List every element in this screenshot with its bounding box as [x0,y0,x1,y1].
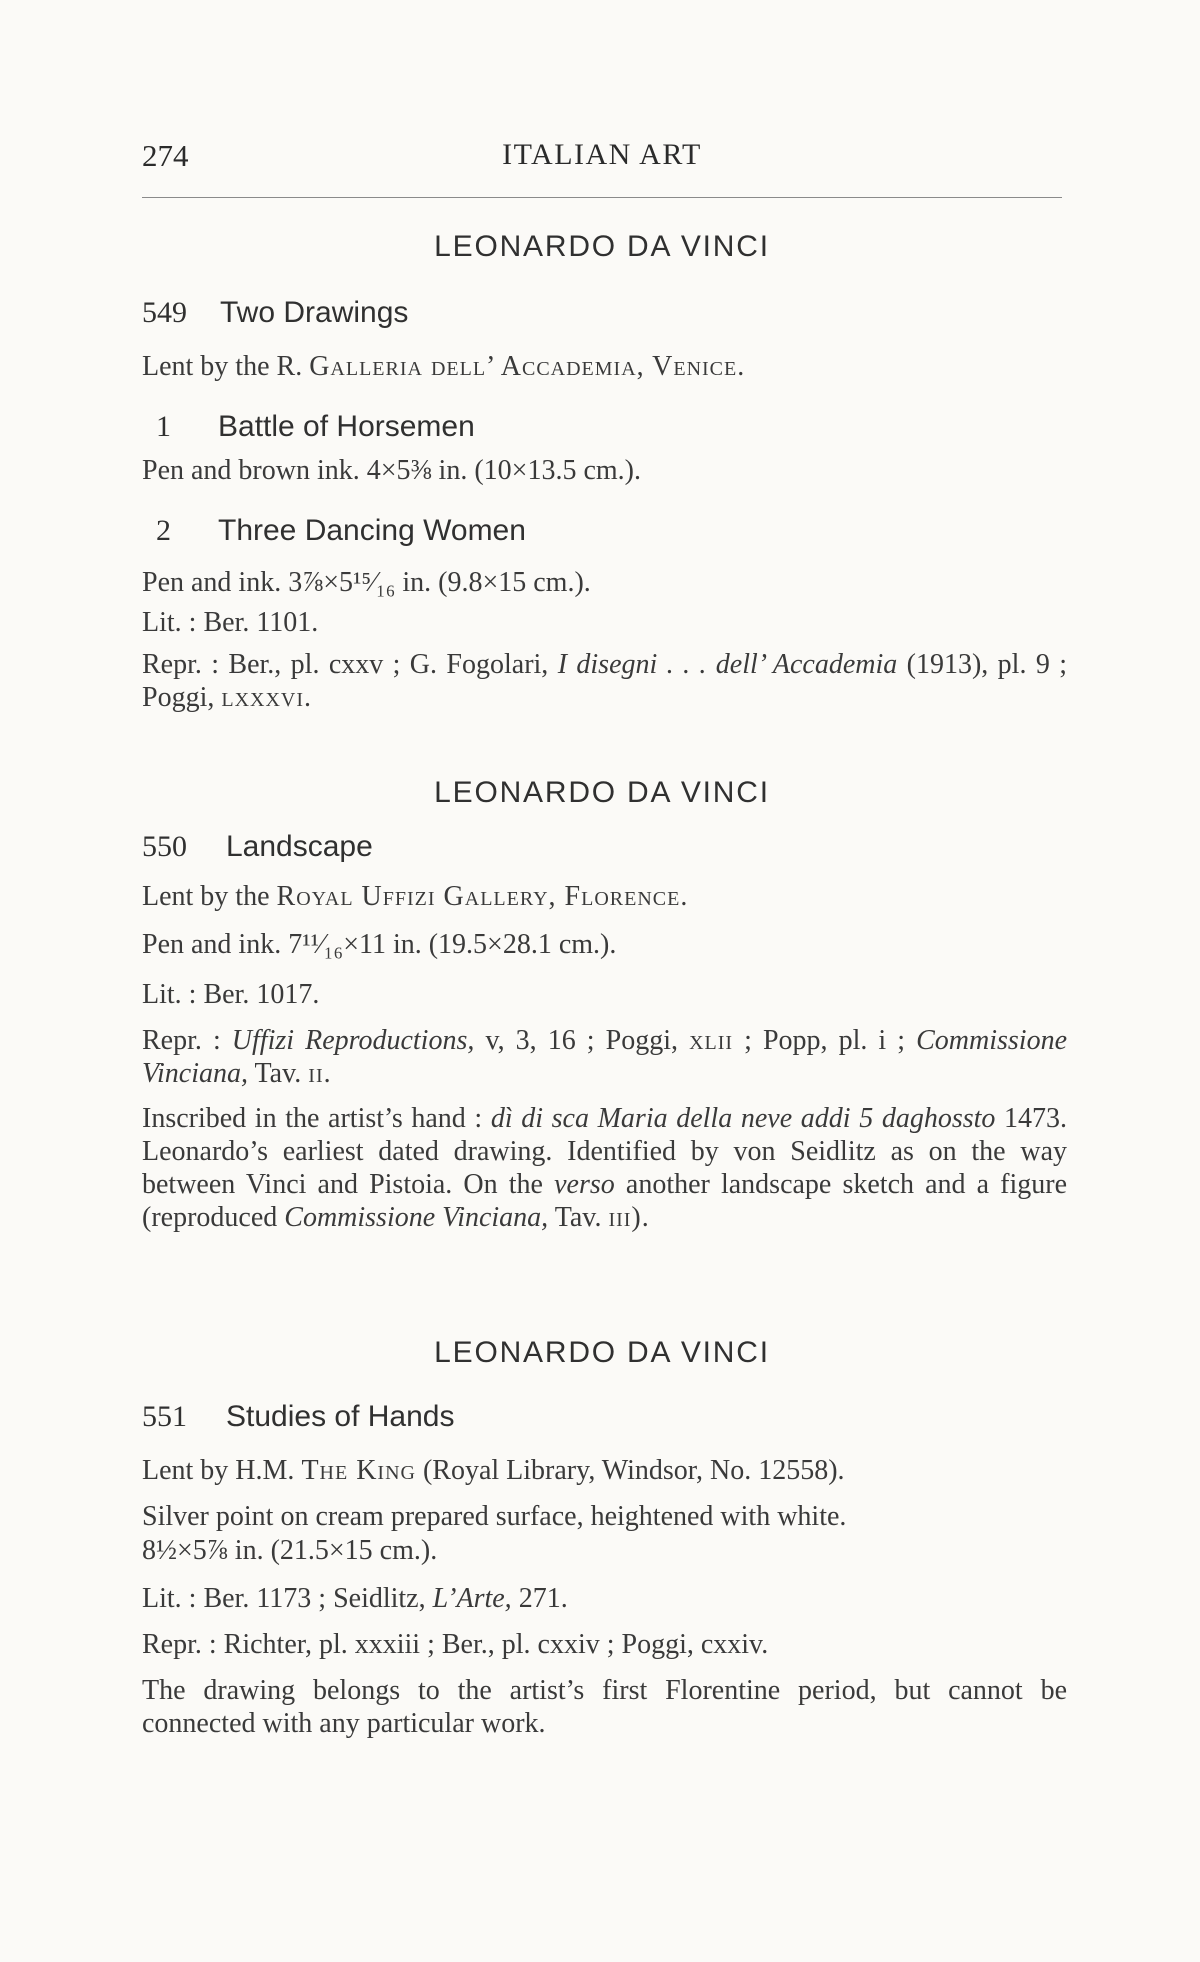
note-text: the [508,1169,543,1200]
sub-drawing-number: 2 [156,514,171,547]
repr-text: ; Popp, pl. i ; [744,1025,906,1056]
repr-plate: lxxxvi. [221,682,313,713]
entry-title-text: Studies of Hands [226,1400,455,1433]
lit-text: 271. [518,1583,568,1614]
note-italic: verso [554,1169,615,1200]
lender-line [142,1454,1067,1488]
catalogue-number: 549 [142,296,187,329]
note-text: by von Seidlitz as on the way between Vinci and Pistoia. On [142,1136,1067,1200]
entry-title-text: Two Drawings [220,296,409,329]
repr-text: v, 3, 16 ; Poggi, [485,1025,678,1056]
note-text: 1473. Leonardo’s earliest dated drawing. Identified [142,1103,1068,1167]
header-rule [142,197,1062,198]
lit-title: L’Arte, [432,1583,512,1614]
repr-plate: iii). [608,1202,650,1233]
repr-text: Tav. [254,1058,302,1089]
lit-text: Lit. : Ber. 1173 ; Seidlitz, [142,1583,426,1614]
repr-text: Repr. : Ber., pl. cxxv ; G. Fogolari, [142,649,549,680]
inscription-text: 5 daghossto [859,1103,996,1134]
reproductions-note [142,648,1067,714]
repr-title: Uffizi Reproductions, [231,1025,475,1056]
lender-name: The King [301,1455,416,1486]
medium-line: Pen and brown ink. 4×5⅜ in. (10×13.5 cm.). [142,455,641,486]
literature-line: Lit. : Ber. 1101. [142,607,319,638]
medium-line: 8½×5⅞ in. (21.5×15 cm.). [142,1535,438,1566]
lender-line [142,350,1067,384]
literature-line [142,1582,1067,1616]
reproductions-note [142,1024,1067,1090]
repr-title: Commissione Vinciana, [284,1202,549,1233]
medium-line: Silver point on cream prepared surface, heightened with white. [142,1501,847,1532]
entry-title [142,296,408,330]
page-number: 274 [142,138,189,173]
lender-prefix: Lent by the R. [142,351,303,382]
sub-drawing-title [142,514,526,548]
artist-heading: LEONARDO DA VINCI [434,1336,770,1369]
running-title: ITALIAN ART [502,138,702,171]
sub-drawing-number: 1 [156,410,171,443]
repr-plate: ii. [308,1058,332,1089]
repr-text: Repr. : [142,1025,221,1056]
lender-name: Galleria dell’ Accademia, Venice. [309,351,746,382]
note-text: Inscribed in the artist’s hand : [142,1103,483,1134]
medium-line: Pen and ink. 7¹¹⁄₁₆×11 in. (19.5×28.1 cm.). [142,929,617,960]
lender-suffix: (Royal Library, Windsor, No. 12558). [422,1455,845,1486]
lender-prefix: Lent by the [142,881,270,912]
sub-drawing-title [142,410,475,444]
description-note: The drawing belongs to the artist’s first Florentine period, but cannot be connected with any particular work. [142,1675,1067,1739]
repr-title: Commissione Vinciana, [142,1025,1068,1089]
artist-heading: LEONARDO DA VINCI [434,776,770,809]
description-note [142,1102,1067,1234]
artist-heading: LEONARDO DA VINCI [434,230,770,263]
page-header [142,138,1062,178]
lender-prefix: Lent by H.M. [142,1455,295,1486]
repr-title: I disegni . . . dell’ Accademia [557,649,898,680]
entry-title [142,830,373,864]
note-text: Tav. [554,1202,602,1233]
catalogue-number: 551 [142,1400,187,1433]
literature-line: Lit. : Ber. 1017. [142,979,320,1010]
reproductions-note: Repr. : Richter, pl. xxxiii ; Ber., pl. cxxiv ; Poggi, cxxiv. [142,1629,769,1660]
entry-title-text: Landscape [226,830,373,863]
entry-title [142,1400,454,1434]
sub-drawing-title-text: Battle of Horsemen [218,410,475,443]
repr-text: (1913), pl. 9 ; Poggi, [142,649,1068,713]
repr-plate: xlii [689,1025,734,1056]
catalogue-number: 550 [142,830,187,863]
sub-drawing-title-text: Three Dancing Women [218,514,526,547]
medium-line: Pen and ink. 3⅞×5¹⁵⁄₁₆ in. (9.8×15 cm.). [142,567,591,598]
lender-line [142,880,1067,914]
inscription-text: dì di sca Maria della neve addi [490,1103,851,1134]
lender-name: Royal Uffizi Gallery, Florence. [276,881,689,912]
note-text: another landscape sketch and a figure (reproduced [142,1169,1068,1233]
